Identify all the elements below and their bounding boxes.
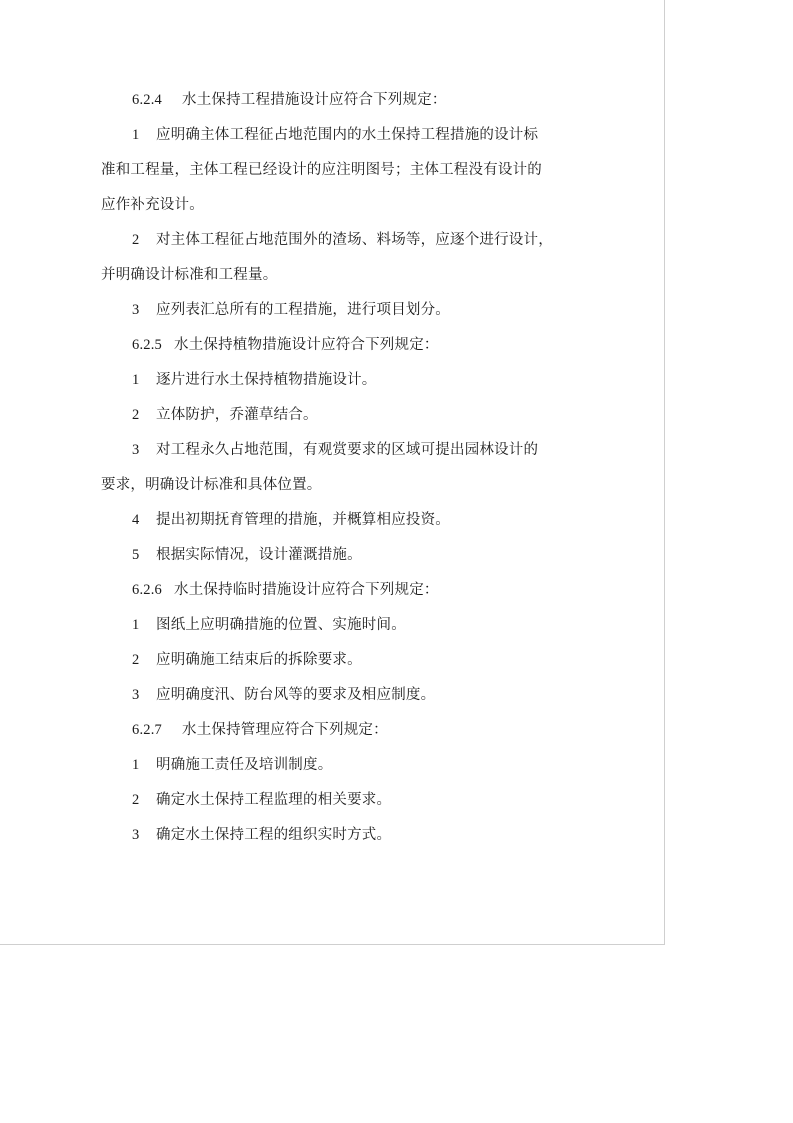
list-item <box>132 686 435 704</box>
clause-heading-6-2-7 <box>132 721 388 739</box>
item-text: 确定水土保持工程的组织实时方式。 <box>156 827 392 843</box>
item-number: 5 <box>132 547 140 563</box>
clause-title: 水土保持植物措施设计应符合下列规定： <box>174 337 439 353</box>
item-number: 3 <box>132 827 140 843</box>
list-item <box>132 371 377 389</box>
item-text: 确定水土保持工程监理的相关要求。 <box>156 792 392 808</box>
list-item <box>132 826 391 844</box>
item-number: 3 <box>132 687 140 703</box>
item-number: 1 <box>132 372 140 388</box>
item-text: 图纸上应明确措施的位置、实施时间。 <box>156 617 406 633</box>
continuation-line <box>101 161 542 179</box>
item-text: 逐片进行水土保持植物措施设计。 <box>156 372 377 388</box>
item-number: 2 <box>132 407 140 423</box>
clause-number: 6.2.7 <box>132 722 162 738</box>
item-text: 对主体工程征占地范围外的渣场、料场等，应逐个进行设计， <box>156 232 553 248</box>
item-number: 3 <box>132 302 140 318</box>
item-text: 并明确设计标准和工程量。 <box>101 267 278 283</box>
clause-title: 水土保持工程措施设计应符合下列规定： <box>182 92 447 108</box>
list-item <box>132 441 538 459</box>
clause-heading-6-2-6 <box>132 581 439 599</box>
clause-heading-6-2-4 <box>132 91 447 109</box>
clause-number: 6.2.6 <box>132 582 162 598</box>
item-number: 4 <box>132 512 140 528</box>
item-number: 2 <box>132 652 140 668</box>
item-text: 应列表汇总所有的工程措施，进行项目划分。 <box>156 302 450 318</box>
clause-number: 6.2.4 <box>132 92 162 108</box>
continuation-line <box>101 196 204 214</box>
list-item <box>132 651 362 669</box>
item-text: 立体防护，乔灌草结合。 <box>156 407 318 423</box>
item-number: 3 <box>132 442 140 458</box>
continuation-line <box>101 476 322 494</box>
list-item <box>132 231 553 249</box>
item-text: 应明确主体工程征占地范围内的水土保持工程措施的设计标 <box>156 127 539 143</box>
item-text: 应明确施工结束后的拆除要求。 <box>156 652 362 668</box>
item-text: 根据实际情况，设计灌溉措施。 <box>156 547 362 563</box>
list-item <box>132 546 362 564</box>
list-item <box>132 616 406 634</box>
clause-title: 水土保持管理应符合下列规定： <box>182 722 388 738</box>
clause-heading-6-2-5 <box>132 336 439 354</box>
item-text: 要求，明确设计标准和具体位置。 <box>101 477 322 493</box>
item-text: 准和工程量，主体工程已经设计的应注明图号；主体工程没有设计的 <box>101 162 542 178</box>
item-text: 对工程永久占地范围，有观赏要求的区域可提出园林设计的 <box>156 442 539 458</box>
list-item <box>132 126 538 144</box>
list-item <box>132 791 391 809</box>
item-number: 1 <box>132 127 140 143</box>
list-item <box>132 756 332 774</box>
item-number: 1 <box>132 617 140 633</box>
clause-number: 6.2.5 <box>132 337 162 353</box>
clause-title: 水土保持临时措施设计应符合下列规定： <box>174 582 439 598</box>
continuation-line <box>101 266 277 284</box>
item-text: 应明确度汛、防台风等的要求及相应制度。 <box>156 687 436 703</box>
item-number: 2 <box>132 232 140 248</box>
item-number: 2 <box>132 792 140 808</box>
item-text: 应作补充设计。 <box>101 197 204 213</box>
item-text: 提出初期抚育管理的措施，并概算相应投资。 <box>156 512 450 528</box>
list-item <box>132 406 318 424</box>
item-number: 1 <box>132 757 140 773</box>
item-text: 明确施工责任及培训制度。 <box>156 757 333 773</box>
list-item <box>132 511 450 529</box>
list-item <box>132 301 450 319</box>
